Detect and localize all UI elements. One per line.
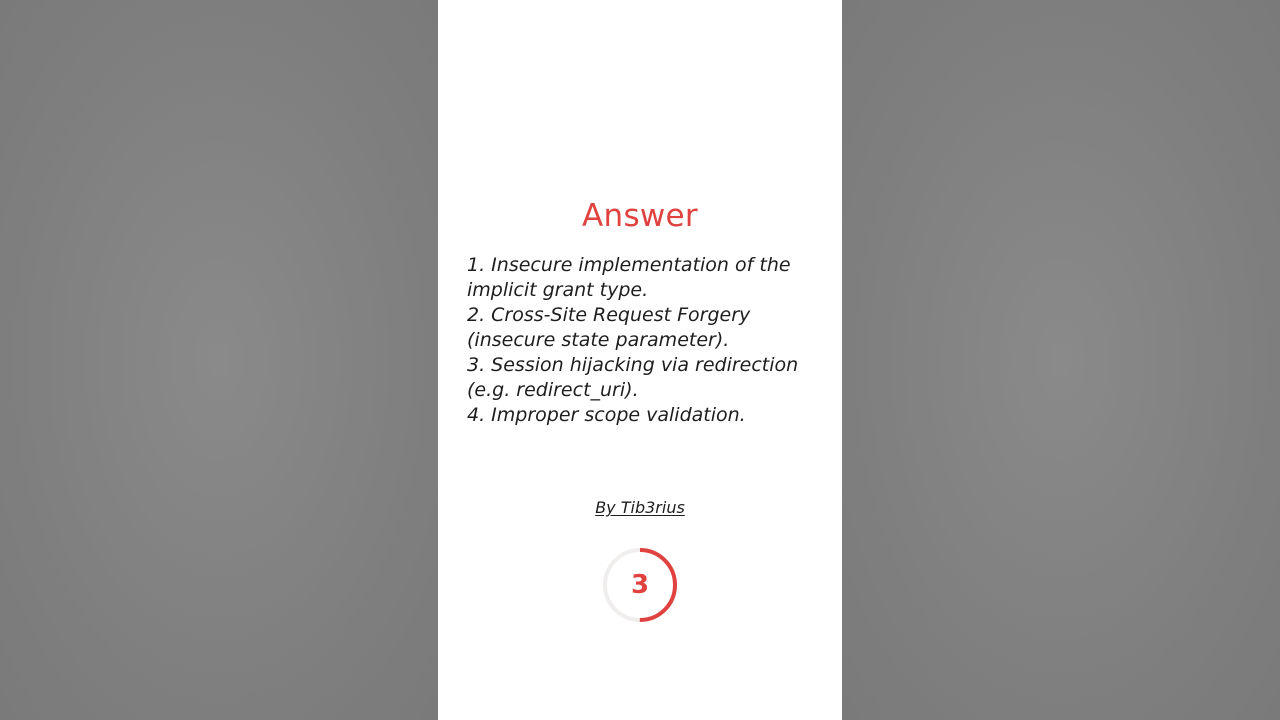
countdown-timer — [601, 546, 679, 624]
timer-number: 3 — [630, 570, 650, 600]
answer-title: Answer — [582, 198, 698, 234]
left-blurred-background — [0, 0, 438, 720]
answer-item-4: 4. Improper scope validation. — [467, 404, 746, 426]
answer-item-3: 3. Session hijacking via redirection (e.g. redirect_uri). — [467, 354, 799, 401]
answer-card — [438, 0, 842, 720]
answer-item-2: 2. Cross-Site Request Forgery (insecure state parameter). — [467, 304, 751, 351]
author-byline: By Tib3rius — [595, 498, 685, 517]
right-blurred-background — [842, 0, 1280, 720]
answer-list — [467, 253, 827, 428]
answer-item-1: 1. Insecure implementation of the implicit grant type. — [467, 254, 791, 301]
